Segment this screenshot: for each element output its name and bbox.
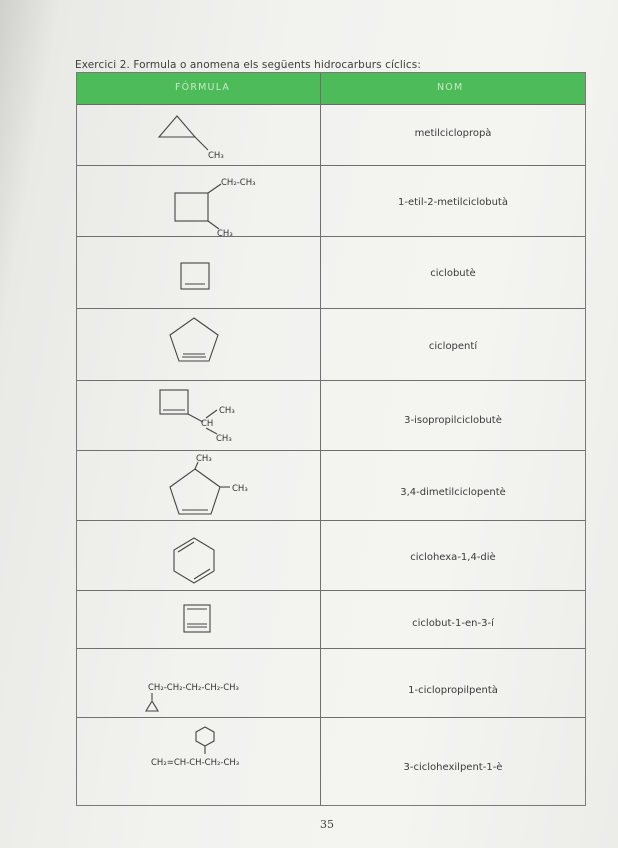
row-name-4: ciclopentí xyxy=(428,341,478,352)
row-name-6: 3,4-dimetilciclopentè xyxy=(400,487,506,498)
formula-ciclopenti xyxy=(170,318,218,361)
formula-text: CH₃ xyxy=(219,406,235,416)
formula-dimetilciclopente xyxy=(170,454,248,514)
formula-text: CH₃ xyxy=(216,434,232,444)
exercise-table xyxy=(76,72,586,806)
header-formula: FÓRMULA xyxy=(175,82,231,93)
formula-text: CH₂-CH₃ xyxy=(221,178,256,188)
formula-drawings xyxy=(77,73,585,805)
row-name-7: ciclohexa-1,4-diè xyxy=(410,552,496,563)
header-name: NOM xyxy=(437,82,464,93)
formula-ciclobute xyxy=(181,263,209,289)
formula-etilmetilciclobuta xyxy=(175,178,256,239)
row-name-8: ciclobut-1-en-3-í xyxy=(412,618,494,629)
formula-ciclobutenini xyxy=(184,605,210,632)
row-name-9: 1-ciclopropilpentà xyxy=(408,685,498,696)
formula-ciclohexilpentene xyxy=(151,727,239,768)
row-name-10: 3-ciclohexilpent-1-è xyxy=(403,762,503,773)
formula-text: CH₃ xyxy=(232,484,248,494)
page-number: 35 xyxy=(320,818,334,831)
formula-metilciclopropa xyxy=(159,116,224,161)
formula-text: CH₂=CH-CH-CH₂-CH₃ xyxy=(151,758,240,768)
formula-text: CH₃ xyxy=(208,151,224,161)
formula-text: CH₃ xyxy=(196,454,212,464)
row-name-2: 1-etil-2-metilciclobutà xyxy=(398,197,508,208)
formula-text: CH₃ xyxy=(217,229,233,239)
row-name-5: 3-isopropilciclobutè xyxy=(404,415,502,426)
exercise-title: Exercici 2. Formula o anomena els següents hidrocarburs cíclics: xyxy=(75,59,421,71)
formula-ciclohexadie xyxy=(174,538,214,583)
formula-isopropilciclobute xyxy=(160,390,235,444)
formula-text: CH₂-CH₂-CH₂-CH₂-CH₃ xyxy=(148,683,239,693)
formula-ciclopropilpenta xyxy=(146,683,239,711)
row-name-1: metilciclopropà xyxy=(414,128,492,139)
row-name-3: ciclobutè xyxy=(430,268,476,279)
formula-text: CH xyxy=(201,419,214,429)
